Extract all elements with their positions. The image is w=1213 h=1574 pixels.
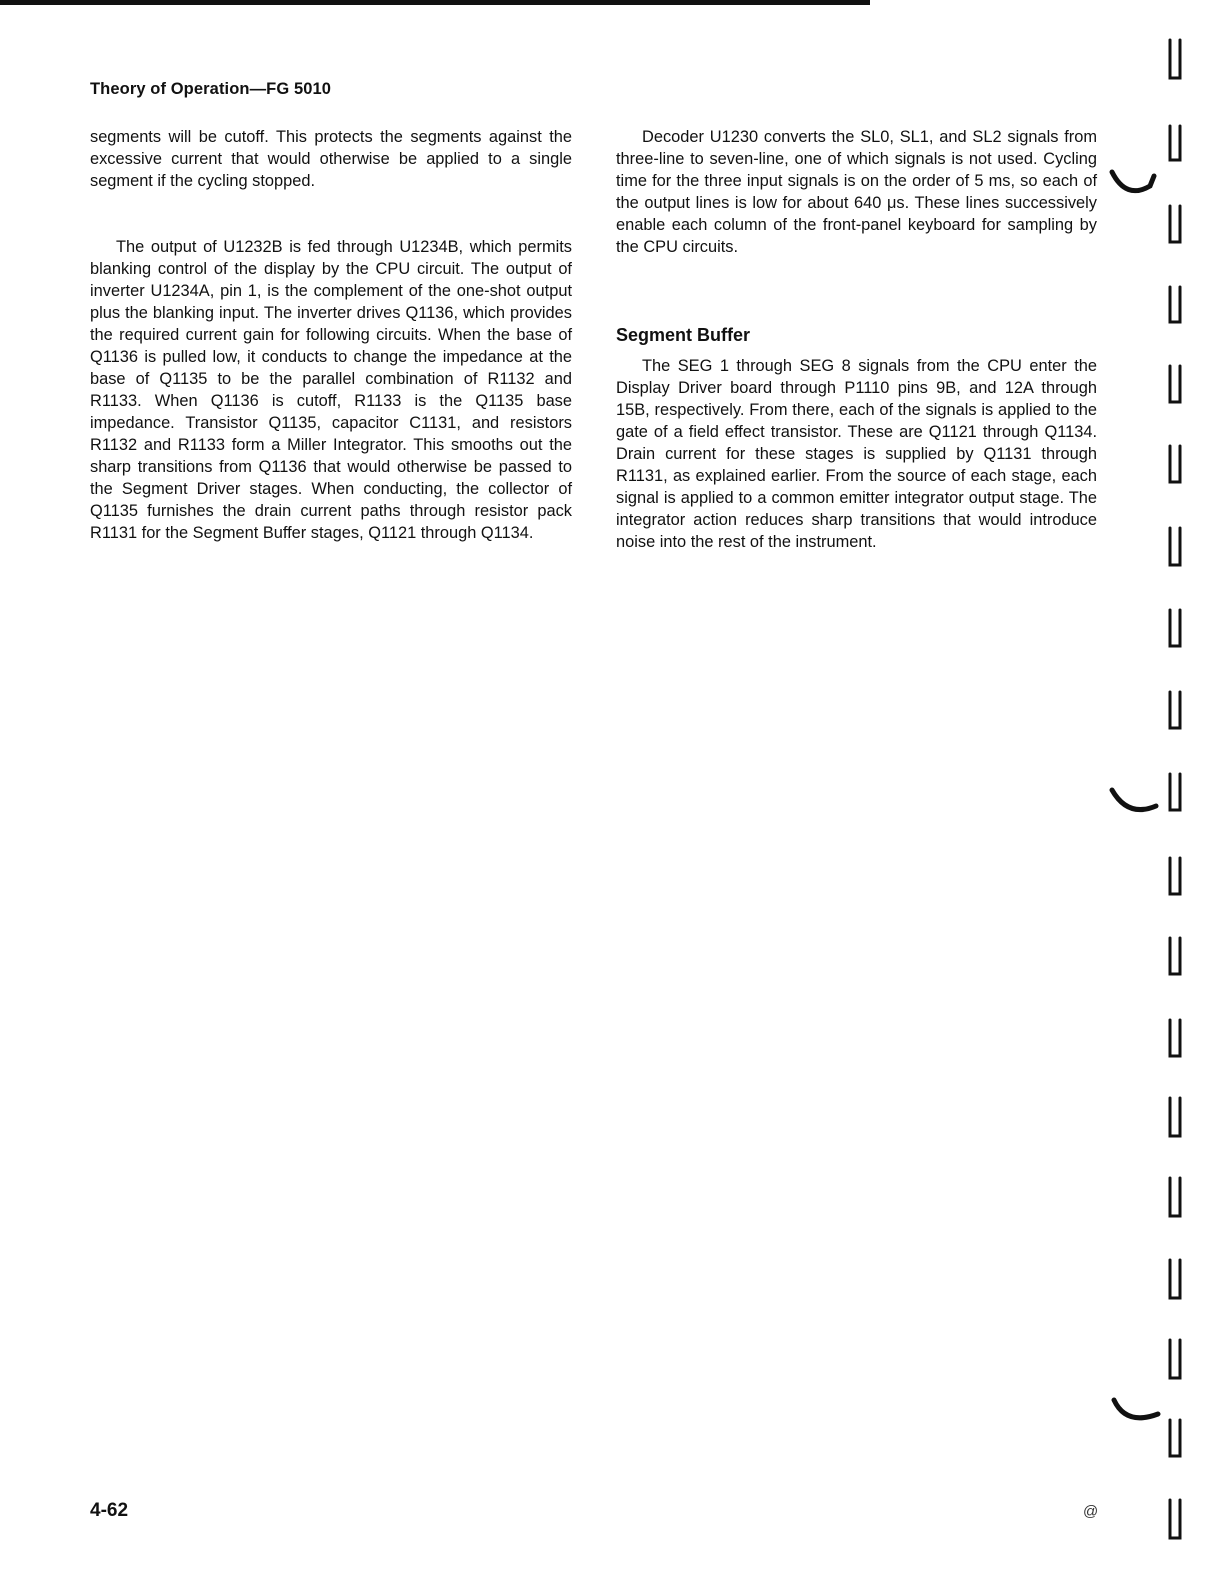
binding-hole-marks	[1100, 0, 1213, 1574]
section-heading: Segment Buffer	[616, 325, 751, 345]
page-number: 4-62	[90, 1500, 129, 1521]
copyright-mark: @	[1083, 1503, 1099, 1520]
running-head: Theory of Operation—FG 5010	[90, 80, 332, 98]
body-paragraph: The SEG 1 through SEG 8 signals from the CPU enter the Display Driver board through P1110 pins 9B, and 12A through 15B, respectively. From there, each of the signals is applied to the gate of a field effect transistor. These are Q1121 through Q1134. Drain current for these stages is supplied by Q1131 through R1131, as explained earlier. From the source of each stage, each signal is applied to a common emitter integrator output stage. The integrator action reduces sharp transitions that would introduce noise into the rest of the instrument.	[616, 357, 1097, 551]
right-column	[616, 126, 1097, 553]
body-paragraph: Decoder U1230 converts the SL0, SL1, and SL2 signals from three-line to seven-line, one of which signals is not used. Cycling time for the three input signals is on the order of 5 ms, so each of the output lines is low for about 640 μs. These lines successively enable each column of the front-panel keyboard for sampling by the CPU circuits.	[616, 128, 1097, 256]
binding-edge	[1100, 0, 1213, 1574]
body-paragraph: The output of U1232B is fed through U1234B, which permits blanking control of the display by the CPU circuit. The output of inverter U1234A, pin 1, is the complement of the one-shot output plus the blanking input. The inverter drives Q1136, which provides the required current gain for following circuits. When the base of Q1136 is pulled low, it conducts to change the impedance at the base of Q1135 to be the parallel combination of R1132 and R1133. When Q1136 is cutoff, R1133 is the Q1135 base impedance. Transistor Q1135, capacitor C1131, and resistors R1132 and R1133 form a Miller Integrator. This smooths out the sharp transitions from Q1136 that would otherwise be passed to the Segment Driver stages. When conducting, the collector of Q1135 furnishes the drain current paths through resistor pack R1131 for the Segment Buffer stages, Q1121 through Q1134.	[90, 238, 572, 542]
left-column	[90, 126, 572, 544]
top-rule	[0, 0, 870, 5]
body-paragraph: segments will be cutoff. This protects the segments against the excessive current that would otherwise be applied to a single segment if the cycling stopped.	[90, 128, 572, 190]
